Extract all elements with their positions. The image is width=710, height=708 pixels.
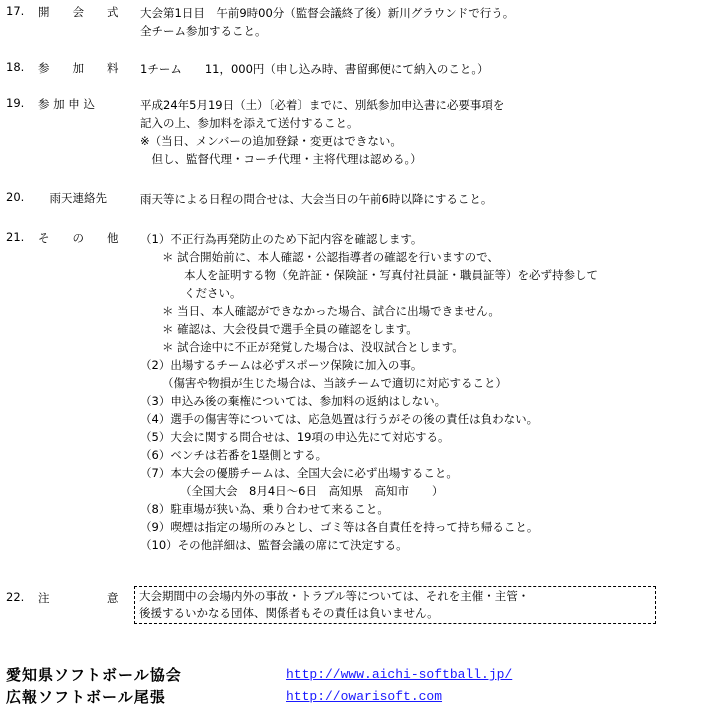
list-item: （1）不正行為再発防止のため下記内容を確認します。 — [140, 232, 423, 246]
link-owarisoft[interactable]: http://owarisoft.com — [286, 689, 443, 704]
section-body — [140, 60, 704, 78]
list-item: ＊ 試合途中に不正が発覚した場合は、没収試合とします。 — [162, 340, 464, 354]
section-number: 17. — [6, 4, 25, 18]
section-body — [140, 4, 704, 40]
section-label: 注 意 — [38, 591, 119, 605]
list-item: （8）駐車場が狭い為、乗り合わせて来ること。 — [140, 502, 389, 516]
text-line: 大会第1日目 午前9時00分（監督会議終了後）新川グラウンドで行う。 — [140, 6, 515, 20]
notice-box — [134, 586, 656, 624]
list-item: ください。 — [184, 286, 242, 300]
list-item: ＊ 確認は、大会役員で選手全員の確認をします。 — [162, 322, 418, 336]
list-item: （7）本大会の優勝チームは、全国大会に必ず出場すること。 — [140, 466, 458, 480]
org-name-owari: 広報ソフトボール尾張 — [6, 688, 166, 706]
list-item: （傷害や物損が生じた場合は、当該チームで適切に対応すること） — [162, 376, 507, 390]
list-item: ＊ 当日、本人確認ができなかった場合、試合に出場できません。 — [162, 304, 500, 318]
text-line: ※（当日、メンバーの追加登録・変更はできない。 — [140, 134, 402, 148]
section-number: 19. — [6, 96, 25, 110]
text-line: 後援するいかなる団体、関係者もその責任は負いません。 — [139, 606, 439, 620]
text-line: 但し、監督代理・コーチ代理・主将代理は認める。） — [140, 152, 422, 166]
section-number: 18. — [6, 60, 25, 74]
list-item: ＊ 試合開始前に、本人確認・公認指導者の確認を行いますので、 — [162, 250, 499, 264]
text-line: 平成24年5月19日（土）〔必着〕までに、別紙参加申込書に必要事項を — [140, 98, 505, 112]
section-body — [140, 96, 704, 168]
link-aichi-softball[interactable]: http://www.aichi-softball.jp/ — [286, 667, 513, 682]
list-item: （5）大会に関する問合せは、19項の申込先にて対応する。 — [140, 430, 450, 444]
section-number: 20. — [6, 190, 25, 204]
text-line: 全チーム参加すること。 — [140, 24, 267, 38]
section-label: 参 加 料 — [38, 61, 119, 75]
section-number: 21. — [6, 230, 25, 244]
section-label: 参 加 申 込 — [38, 97, 95, 111]
list-item: 本人を証明する物（免許証・保険証・写真付社員証・職員証等）を必ず持参して — [184, 268, 598, 282]
text-line: 雨天等による日程の問合せは、大会当日の午前6時以降にすること。 — [140, 192, 493, 206]
org-name-aichi: 愛知県ソフトボール協会 — [6, 666, 182, 684]
list-item: （9）喫煙は指定の場所のみとし、ゴミ等は各自責任を持って持ち帰ること。 — [140, 520, 539, 534]
list-item: （4）選手の傷害等については、応急処置は行うがその後の責任は負わない。 — [140, 412, 539, 426]
text-line: 大会期間中の会場内外の事故・トラブル等については、それを主催・主管・ — [139, 589, 530, 603]
list-item: （全国大会 8月4日～6日 高知県 高知市 ） — [180, 484, 444, 498]
section-label: そ の 他 — [38, 231, 119, 245]
section-body — [140, 190, 704, 208]
text-line: 1チーム 11，000円（申し込み時、書留郵便にて納入のこと。） — [140, 62, 489, 76]
text-line: 記入の上、参加料を添えて送付すること。 — [140, 116, 359, 130]
section-body — [140, 230, 704, 554]
list-item: （6）ベンチは若番を1塁側とする。 — [140, 448, 328, 462]
section-number: 22. — [6, 590, 25, 604]
section-label: 開 会 式 — [38, 5, 119, 19]
section-label: 雨天連絡先 — [38, 191, 107, 205]
list-item: （10）その他詳細は、監督会議の席にて決定する。 — [140, 538, 408, 552]
list-item: （2）出場するチームは必ずスポーツ保険に加入の事。 — [140, 358, 423, 372]
list-item: （3）申込み後の棄権については、参加料の返納はしない。 — [140, 394, 447, 408]
